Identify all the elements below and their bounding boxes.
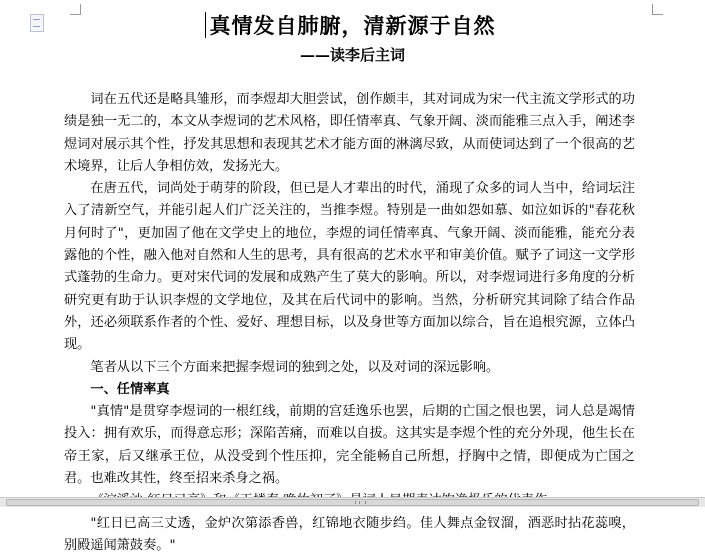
body-paragraph: 在唐五代，词尚处于萌芽的阶段，但已是人才辈出的时代，涌现了众多的词人当中，给词坛注入了清新空气，并能引起人们广泛关注的，当推李煜。特别是一曲如怨如慕、如泣如诉的"春花秋月何时了"，更加固了他在文学史上的地位，李煜的词任情率真、气象开阔、淡而能雅，能充分表露他的个性，融入他对自然和人生的思考，具有很高的艺术水平和审美价值。赋予了词这一文学形式蓬勃的生命力。更对宋代词的发展和成熟产生了莫大的影响。所以，对李煜词进行多角度的分析研究更有助于认识李煜的文学地位，及其在后代词中的影响。当然，分析研究其词除了结合作品外，还必须联系作者的个性、爱好、理想目标，以及身世等方面加以综合，旨在追根究源，立体凸现。: [64, 181, 635, 353]
horizontal-scrollbar[interactable]: [0, 497, 705, 507]
scrollbar-thumb[interactable]: [6, 499, 699, 506]
body-paragraph: 笔者从以下三个方面来把握李煜词的独到之处，以及对词的深远影响。: [90, 359, 500, 375]
document-body[interactable]: [64, 89, 635, 557]
scrollbar-grip-icon: [355, 501, 366, 504]
body-paragraph: "红日已高三丈透，金炉次第添香兽，红锦地衣随步绉。佳人舞点金钗溜，酒恶时拈花蕊嗅，别殿遥闻箫鼓奏。": [64, 515, 635, 553]
text-cursor: [205, 12, 206, 38]
section-heading: 一、任情率真: [90, 381, 170, 397]
body-paragraph: "真情"是贯穿李煜词的一根红线，前期的宫廷逸乐也罢，后期的亡国之恨也罢，词人总是竭情投入：拥有欢乐，而得意忘形；深陷苦痛，而难以自拔。这其实是李煜个性的充分外现，他生长在帝王家，后又继承王位，从没受到个性压抑，完全能畅自己所想，抒胸中之情，即便成为亡国之君。也难改其性，终至招来杀身之祸。: [64, 404, 635, 487]
document-subtitle: ——读李后主词: [299, 46, 405, 64]
document-title: 真情发自肺腑，清新源于自然: [209, 13, 496, 38]
body-paragraph: 词在五代还是略具雏形，而李煜却大胆尝试，创作颇丰，其对词成为宋一代主流文学形式的功绩是独一无二的，本文从李煜词的艺术风格，即任情率真、气象开阔、淡而能雅三点入手，阐述李煜词对展示其个性，抒发其思想和表现其艺术才能方面的淋漓尽致，从而使词达到了一个很高的艺术境界，让后人争相仿效，发扬光大。: [64, 92, 635, 174]
